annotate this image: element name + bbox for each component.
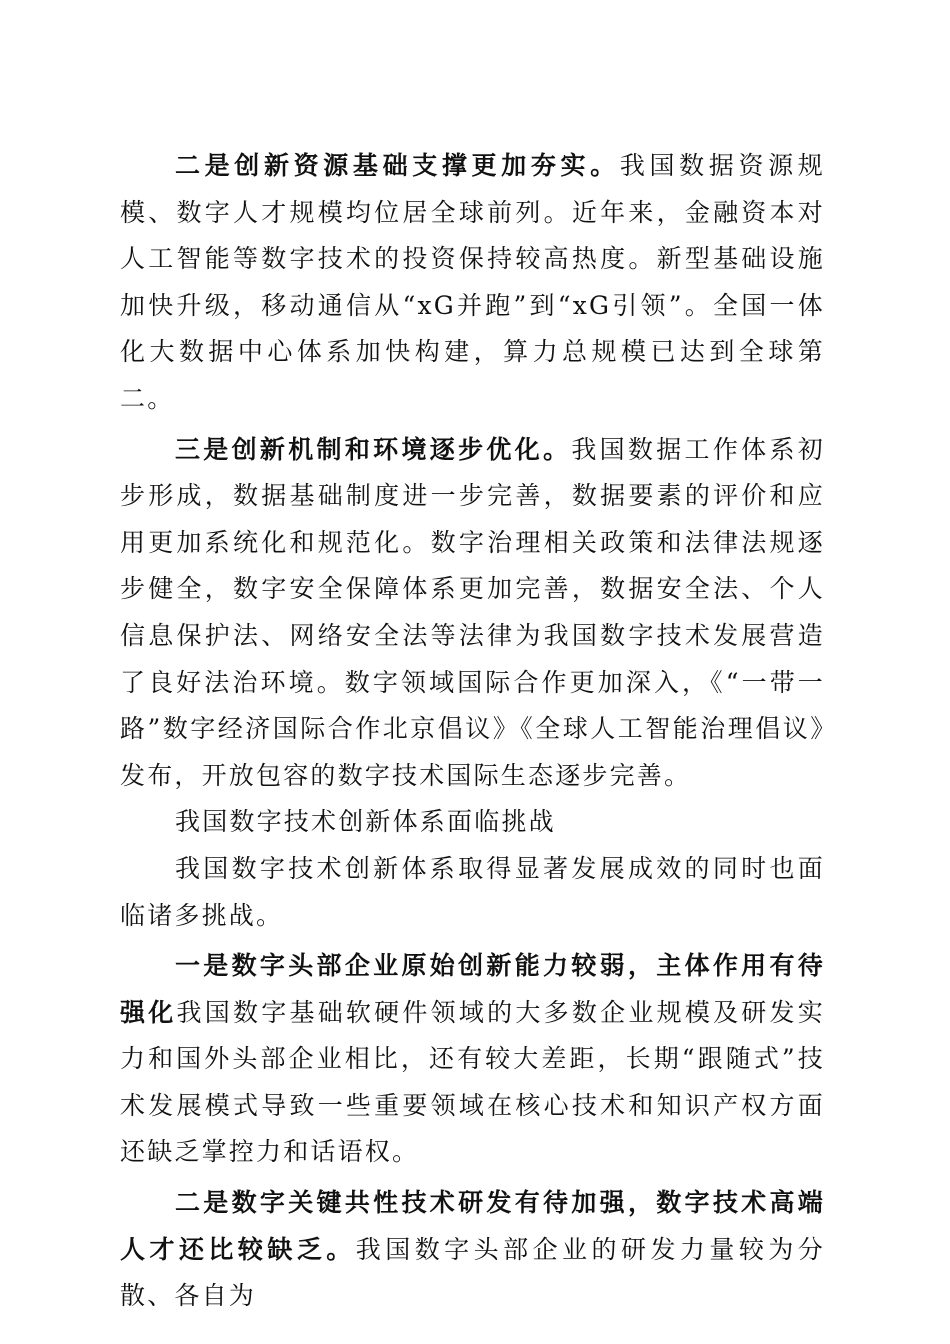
paragraph-innovation-resources bbox=[120, 143, 825, 423]
section-heading-text: 我国数字技术创新体系面临挑战 bbox=[175, 807, 556, 837]
paragraph-text: 我国数字基础软硬件领域的大多数企业规模及研发实力和国外头部企业相比，还有较大差距，长期“跟随式”技术发展模式导致一些重要领域在核心技术和知识产权方面还缺乏掌控力和话语权。 bbox=[120, 997, 825, 1167]
paragraph-key-technology bbox=[120, 1180, 825, 1320]
paragraph-innovation-mechanism bbox=[120, 427, 825, 800]
paragraph-text: 我国数字头部企业的研发力量较为分散、各自为 bbox=[120, 1234, 826, 1311]
paragraph-lead: 一是数字头部企业原始创新能力较弱，主体作用有待强化 bbox=[120, 951, 825, 1027]
paragraph-text: 我国数据资源规模、数字人才规模均位居全球前列。近年来，金融资本对人工智能等数字技术的投资保持较高热度。新型基础设施加快升级，移动通信从“xG并跑”到“xG引领”。全国一体化大数据中心体系加快构建，算力总规模已达到全球第二。 bbox=[120, 151, 825, 413]
paragraph-lead: 三是创新机制和环境逐步优化。 bbox=[175, 434, 572, 464]
paragraph-lead: 二是数字关键共性技术研发有待加强，数字技术高端人才还比较缺乏。 bbox=[120, 1188, 825, 1264]
paragraph-lead: 二是创新资源基础支撑更加夯实。 bbox=[175, 151, 620, 180]
paragraph-text: 我国数字技术创新体系取得显著发展成效的同时也面临诸多挑战。 bbox=[120, 853, 825, 930]
section-heading-challenges bbox=[120, 799, 825, 846]
document-body bbox=[120, 143, 825, 1320]
paragraph-challenges-intro bbox=[120, 846, 825, 939]
paragraph-text: 我国数据工作体系初步形成，数据基础制度进一步完善，数据要素的评价和应用更加系统化和规范化。数字治理相关政策和法律法规逐步健全，数字安全保障体系更加完善，数据安全法、个人信息保护法、网络安全法等法律为我国数字技术发展营造了良好法治环境。数字领域国际合作更加深入，《“一带一路”数字经济国际合作北京倡议》《全球人工智能治理倡议》发布，开放包容的数字技术国际生态逐步完善。 bbox=[120, 434, 825, 790]
paragraph-enterprise-innovation bbox=[120, 943, 825, 1176]
